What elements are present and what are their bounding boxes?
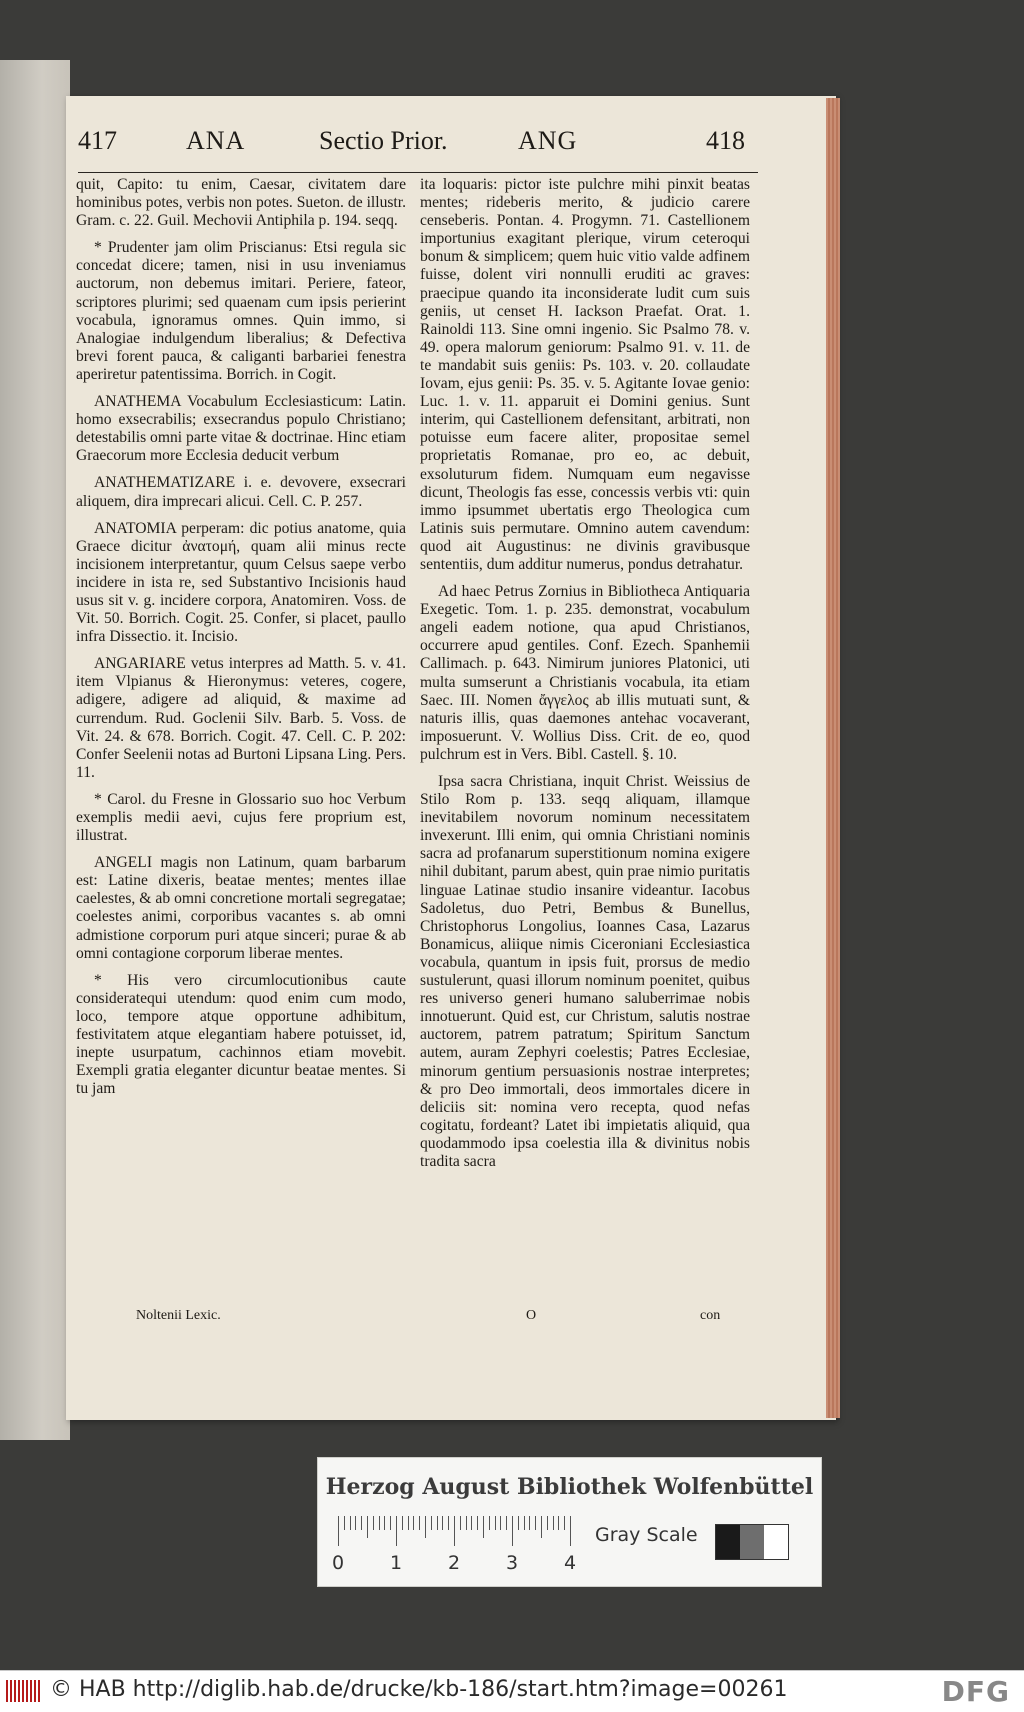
ruler-tick: [373, 1516, 374, 1530]
viewer-footer: [0, 1670, 1024, 1712]
ruler-number: 3: [506, 1552, 519, 1574]
page-number-left: 417: [78, 126, 117, 155]
dfg-logo: DFG: [941, 1675, 1010, 1708]
ruler-number: 0: [332, 1552, 345, 1574]
ruler-tick: [396, 1516, 397, 1546]
paragraph: ANATHEMATIZARE i. e. devovere, exsecrari aliquem, dira imprecari alicui. Cell. C. P. 257.: [76, 474, 406, 510]
ruler-tick: [413, 1516, 414, 1530]
paragraph: * His vero circumlocutionibus caute consideratequi utendum: quod enim cum modo, loco, tempore atque opportune adhibitum, festivitatem atque elegantiam habere potuisset, id, inepte usurpatum, cachinnos etiam movebit. Exempli gratia eleganter dicuntur beatae mentes. Si tu jam: [76, 971, 406, 1098]
gray-scale-label: Gray Scale: [595, 1524, 698, 1546]
ruler-tick: [553, 1516, 554, 1530]
page-edge: [826, 98, 840, 1418]
ruler-tick: [448, 1516, 449, 1530]
ruler-number: 4: [564, 1552, 577, 1574]
paragraph: ANGELI magis non Latinum, quam barbarum est: Latine dixeris, beatae mentes; mentes illae caelestes, & ab omni concretione mortali segregatae; coelestes animi, corporibus vacantes s. ab omni admistione corporum puri atque sinceri; purae & ab omni contagione corporum liberae mentes.: [76, 854, 406, 962]
ruler-tick: [460, 1516, 461, 1530]
signature-mark: O: [526, 1308, 537, 1323]
head-right: ANG: [518, 126, 578, 155]
barcode-icon: [6, 1680, 42, 1702]
scale-ruler: [338, 1516, 578, 1548]
ruler-tick: [350, 1516, 351, 1530]
ruler-tick: [379, 1516, 380, 1530]
ruler-tick: [355, 1516, 356, 1530]
head-left: ANA: [186, 126, 246, 155]
ruler-tick: [541, 1516, 542, 1538]
catchword-right: con: [700, 1308, 721, 1323]
ruler-tick: [489, 1516, 490, 1530]
paragraph: * Prudenter jam olim Priscianus: Etsi regula sic concedat dicere; tamen, nisi in usu inveniamus auctorum, non debemus imitari. Periere, fateor, scriptores plurimi; sed quaenam cum ipsis perierint vocabula, ignoramus omnes. Quin immo, si Analogiae indulgendum liberalius; & Defectiva brevi forent pauca, & caliganti barbariei fenestra aperiretur patentissima. Borrich. in Cogit.: [76, 239, 406, 383]
catchword-left: Noltenii Lexic.: [136, 1308, 221, 1323]
paragraph: ita loquaris: pictor iste pulchre mihi pinxit beatas mentes; rideberis merito, & judicio carere censeberis. Pontan. 4. Progymn. 71. Castellionem importunius exagitant plerique, virum ceteroqui bonum & simplicem; quem huic vitio valde adfinem fuisse, dolent viri nonnulli eruditi ac graves: praecipue quando ita inconsiderate ludit cum suis geniis, ut censet H. Iackson Praefat. Orat. 1. Rainoldi 113. Sine omni ingenio. Sic Psalmo 78. v. 49. opera malorum geniorum: Psalmo 91. v. 11. de te mandabit suis geniis: Ps. 103. v. 20. collaudate Iovam, ejus genii: Ps. 35. v. 5. Agitante Iovae genio: Luc. 1. v. 11. apparuit ei Domini genius. Sunt interim, qui Castellionem defensitant, arbitrati, non potuisse eum facere aliter, propositae semel proprietatis Romanae, pro eo, ac debuit, exsoluturum fidem. Numquam eum negavisse dicunt, Theologis fas esse, concessis verbis vti: quin immo ipsummet ubertatis ergo Theologica cum Latinis suis permutare. Omnino autem cavendum: quod ait Augustinus: ne divinis gravibusque sententiis, dum additur numerus, pondus detrahatur.: [420, 176, 750, 573]
ruler-tick: [419, 1516, 420, 1530]
gray-scale-patches: [715, 1524, 789, 1560]
paragraph: ANATOMIA perperam: dic potius anatome, quia Graece dicitur ἀνατομή, quam alii minus recte incisionem interpretantur, quum Celsus saepe verbo incidere in ista re, sed Substantivo Incisionis haud usus sit v. g. incidere corpora, Anatomiren. Voss. de Vit. 50. Borrich. Cogit. 25. Confer, si placet, paullo infra Dissectio. it. Incisio.: [76, 519, 406, 646]
color-reference-card: [317, 1457, 822, 1587]
ruler-tick: [529, 1516, 530, 1530]
ruler-tick: [454, 1516, 455, 1546]
ruler-tick: [338, 1516, 339, 1546]
paragraph: ANATHEMA Vocabulum Ecclesiasticum: Latin. homo exsecrabilis; exsecrandus populo Christiano; detestabilis omni parte vitae & doctrinae. Hinc etiam Graecorum more Ecclesia deducit verbum: [76, 393, 406, 465]
ruler-tick: [518, 1516, 519, 1530]
ruler-tick: [471, 1516, 472, 1530]
ruler-tick: [570, 1516, 571, 1546]
ruler-number: 1: [390, 1552, 403, 1574]
ruler-tick: [367, 1516, 368, 1538]
ruler-tick: [483, 1516, 484, 1538]
ruler-tick: [558, 1516, 559, 1530]
ruler-tick: [402, 1516, 403, 1530]
ruler-tick: [547, 1516, 548, 1530]
ruler-tick: [500, 1516, 501, 1530]
ruler-tick: [442, 1516, 443, 1530]
ruler-number: 2: [448, 1552, 461, 1574]
ruler-tick: [437, 1516, 438, 1530]
ruler-tick: [506, 1516, 507, 1530]
paragraph: quit, Capito: tu enim, Caesar, civitatem dare hominibus potes, verbis non potes. Sueton. de illustr. Gram. c. 22. Guil. Mechovii Antiphila p. 194. seqq.: [76, 176, 406, 230]
book-page: [66, 96, 836, 1420]
left-column: [76, 176, 406, 1107]
paragraph: ANGARIARE vetus interpres ad Matth. 5. v. 41. item Vlpianus & Hieronymus: veteres, cogere, adigere, adigere ad aliquid, & maxime ad currendum. Rud. Goclenii Silv. Barb. 5. Voss. de Vit. 24. & 678. Borrich. Cogit. 47. Cell. C. P. 202: Confer Seelenii notas ad Burtoni Lipsana Ling. Pers. 11.: [76, 655, 406, 781]
ruler-tick: [524, 1516, 525, 1530]
gray-patch-white: [764, 1525, 788, 1559]
previous-page-edge: [0, 60, 70, 1440]
running-head: [66, 126, 836, 162]
library-name: Herzog August Bibliothek Wolfenbüttel: [325, 1474, 814, 1500]
ruler-tick: [431, 1516, 432, 1530]
paragraph: Ipsa sacra Christiana, inquit Christ. Weissius de Stilo Rom p. 133. seqq aliquam, illamque inevitabilem novorum nominum necessitatem invexerunt. Illi enim, qui omnia Christiani nominis sacra ad profanarum superstitionum nomina exigere nihil dubitant, parum abest, quin prae nimio puritatis linguae Latinae studio insanire videantur. Iacobus Sadoletus, duo Petri, Bembus & Bunellus, Christophorus Longolius, Ioannes Casa, Lazarus Bonamicus, aliique nimis Ciceroniani Ecclesiastica vocabula, quantum in ipsis fuit, prorsus de medio sustulerunt, quasi illorum nominum poenitet, quibus res universo generi humano saluberrimae nobis innotuerunt. Quid est, cur Christum, salutis nostrae auctorem, patrem patratum; Spiritum Sanctum autem, auram Zephyri coelestis; Patres Ecclesiae, minorum gentium persuasionis nostrae interpretes; & pro Deo immortali, deos immortales dicere in deliciis sit: nomina vero recepta, quod nefas cogitatu, fordeant? Latet ibi impietatis aliquid, qua quodammodo ipsa coelestia illa & divinitus nobis tradita sacra: [420, 773, 750, 1170]
ruler-tick: [495, 1516, 496, 1530]
ruler-tick: [466, 1516, 467, 1530]
ruler-tick: [361, 1516, 362, 1530]
page-number-right: 418: [706, 126, 745, 155]
ruler-tick: [512, 1516, 513, 1546]
paragraph: * Carol. du Fresne in Glossario suo hoc Verbum exemplis medii aevi, cujus fere proprium est, illustrat.: [76, 790, 406, 845]
ruler-tick: [390, 1516, 391, 1530]
right-column: [420, 176, 750, 1180]
ruler-tick: [344, 1516, 345, 1530]
head-center: Sectio Prior.: [319, 126, 448, 155]
gray-patch-black: [716, 1525, 740, 1559]
ruler-tick: [564, 1516, 565, 1530]
ruler-tick: [425, 1516, 426, 1538]
gray-patch-mid: [740, 1525, 764, 1559]
head-rule: [78, 172, 758, 173]
ruler-tick: [384, 1516, 385, 1530]
ruler-tick: [477, 1516, 478, 1530]
ruler-tick: [535, 1516, 536, 1530]
paragraph: Ad haec Petrus Zornius in Bibliotheca Antiquaria Exegetic. Tom. 1. p. 235. demonstrat, vocabulum angeli eadem notione, qua apud Christianos, occurrere apud gentiles. Conf. Ezech. Spanhemii Callimach. p. 643. Nimirum juniores Platonici, uti multa sumserunt a Christianis vocabula, ita etiam Saec. III. Nomen ἄγγελος ab illis mutuati sunt, & naturis illis, quas daemones antehac vocaverant, imposuerunt. V. Wollius Diss. Crit. de eo, quod pulchrum est in Vers. Bibl. Castell. §. 10.: [420, 583, 750, 763]
source-link[interactable]: © HAB http://diglib.hab.de/drucke/kb-186/start.htm?image=00261: [50, 1677, 788, 1702]
ruler-tick: [408, 1516, 409, 1530]
